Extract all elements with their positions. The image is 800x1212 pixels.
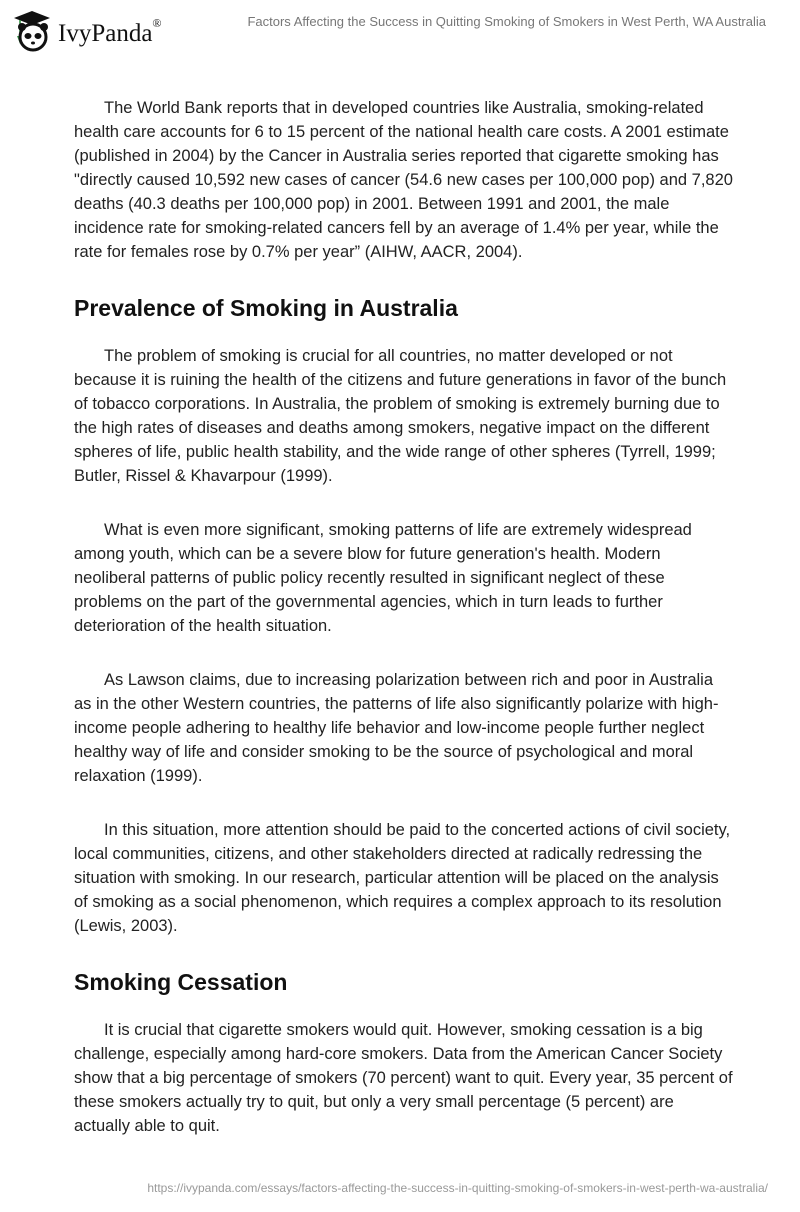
paragraph: What is even more significant, smoking patterns of life are extremely widespread among youth, which can be a severe blow for future generation's health. Modern neoliberal patterns of public policy recently resulted in significant neglect of these problems on the part of the governmental agencies, which in turn leads to further deterioration of the health situation. [74,521,692,635]
document-title: Factors Affecting the Success in Quitting Smoking of Smokers in West Perth, WA Australia [247,14,766,29]
paragraph: As Lawson claims, due to increasing polarization between rich and poor in Australia as in the other Western countries, the patterns of life also significantly polarize with high-income people adhering to healthy life behavior and low-income people further neglect healthy way of life and consider smoking to be the source of psychological and moral relaxation (1999). [74,671,719,785]
source-url[interactable]: https://ivypanda.com/essays/factors-affecting-the-success-in-quitting-smoking-of-smokers-in-west-perth-wa-australia/ [147,1181,768,1195]
ivypanda-logo[interactable] [12,8,162,52]
essay-body [74,96,734,1168]
page-header [0,0,800,60]
paragraph: The problem of smoking is crucial for all countries, no matter developed or not because it is ruining the health of the citizens and future generations in favor of the bunch of tobacco corporations. In Australia, the problem of smoking is extremely burning due to the high rates of diseases and deaths among smokers, negative impact on the different spheres of life, public health stability, and the wide range of other spheres (Tyrrell, 1999; Butler, Rissel & Khavarpour (1999). [74,347,727,485]
panda-graduate-icon [12,8,52,52]
section-heading: Smoking Cessation [74,969,288,995]
logo-text: IvyPanda® [58,16,162,47]
paragraph: In this situation, more attention should be paid to the concerted actions of civil society, local communities, citizens, and other stakeholders directed at radically redressing the situation with smoking. In our research, particular attention will be placed on the analysis of smoking as a social phenomenon, which requires a complex approach to its resolution (Lewis, 2003). [74,821,731,935]
paragraph: It is crucial that cigarette smokers would quit. However, smoking cessation is a big challenge, especially among hard-core smokers. Data from the American Cancer Society show that a big percentage of smokers (70 percent) want to quit. Every year, 35 percent of these smokers actually try to quit, but only a very small percentage (5 percent) are actually able to quit. [74,1021,733,1135]
section-heading: Prevalence of Smoking in Australia [74,295,458,321]
paragraph: The World Bank reports that in developed countries like Australia, smoking-related health care accounts for 6 to 15 percent of the national health care costs. A 2001 estimate (published in 2004) by the Cancer in Australia series reported that cigarette smoking has "directly caused 10,592 new cases of cancer (54.6 new cases per 100,000 pop) and 7,820 deaths (40.3 deaths per 100,000 pop) in 2001. Between 1991 and 2001, the male incidence rate for smoking-related cancers fell by an average of 1.4% per year, while the rate for females rose by 0.7% per year” (AIHW, AACR, 2004). [74,99,733,261]
